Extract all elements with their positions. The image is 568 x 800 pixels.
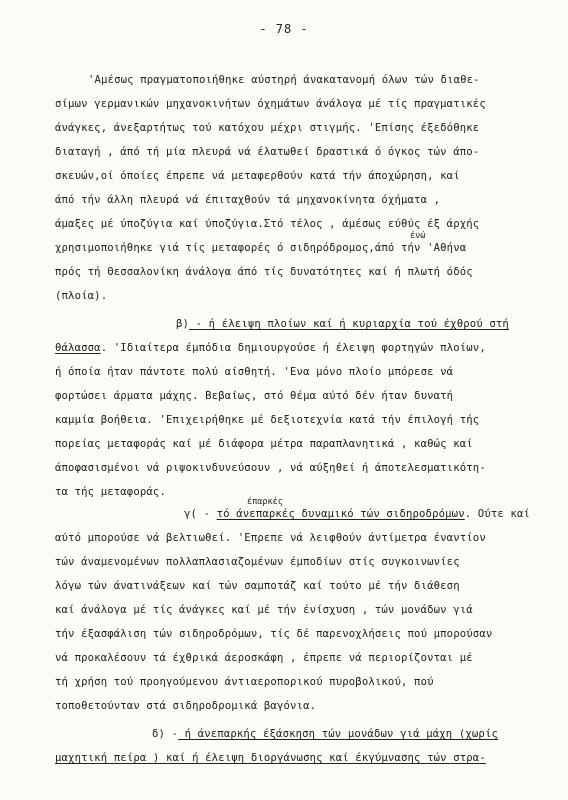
section-c-line-5: τήν έξασφάλιση τών σιδηροδρόμων, τίς δέ παρενοχλήσεις πού μπορούσαν <box>55 628 493 640</box>
section-c-line-2: τών άναμενομένων πολλαπλασιαζομένων έμποδίων στίς συγκοινωνίες <box>55 556 460 568</box>
section-b-line-5: πορείας μεταφοράς καί μέ διάφορα μέτρα παραπλανητικά , καθώς καί <box>55 438 473 450</box>
section-c-heading-rest: . Ούτε καί <box>464 508 531 520</box>
section-c-line-7: τή χρήση τού προηγούμενου άντιαεροπορικού πυροβολικού, πού <box>55 676 434 688</box>
section-c-line-1: αύτό μπορούσε νά βελτιωθεί. 'Επρεπε νά λειφθούν άντίμετρα έναντίον <box>55 532 486 544</box>
paragraph1-line-4: διαταγή , άπό τή μία πλευρά νά έλατωθεί δραστικά ό όγκος τών άπο- <box>55 146 480 158</box>
paragraph1-line-10: (πλοία). <box>55 290 108 302</box>
paragraph1-line-7: άμαξες μέ ύποζύγια καί ύποζύγια.Στό τέλος , άμέσως εύθύς έξ άρχής <box>55 218 480 230</box>
section-b-line-7: τα τής μεταφοράς. <box>55 486 166 498</box>
page-number: - 78 - <box>259 22 309 36</box>
paragraph1-line-8: χρησιμοποιήθηκε γιά τίς μεταφορές ό σιδηρόδρομος,άπό τήν 'Αθήνα <box>55 242 467 254</box>
paragraph1-line-1: 'Αμέσως πραγματοποιήθηκε αύστηρή άνακατανομή όλων τών διαθε- <box>88 74 480 86</box>
paragraph1-line-2: σίμων γερμανικών μηχανοκινήτων όχημάτων άνάλογα μέ τίς πραγματικές <box>55 98 486 110</box>
section-c-line-6: νά προκαλέσουν τά έχθρικά άεροσκάφη , έπρεπε νά περιορίζονται μέ <box>55 652 473 664</box>
section-d-heading-text: ή άνεπαρκής έξάσκηση τών μονάδων γιά μάχη (χωρίς <box>178 728 498 740</box>
section-b-line-2: ή όποία ήταν πάντοτε πολύ αίσθητή. 'Ενα μόνο πλοίο μπόρεσε νά <box>55 366 454 378</box>
section-b-line-6: άποφασισμένοι νά ριψοκινδυνεύσουν , νά αύξηθεί ή άποτελεσματικότη- <box>55 462 486 474</box>
paragraph1-line-6: άπό τήν άλλη πλευρά νά έπιταχθούν τά μηχανοκίνητα όχήματα , <box>55 194 441 206</box>
section-d-heading-cont: μαχητική πείρα ) καί ή έλειψη διοργάνωσης καί έκγύμνασης τών στρα- <box>55 752 486 764</box>
section-b-line-3: φορτώσει άρματα μάχης. Βεβαίως, στό θέμα αύτό δέν ήταν δυνατή <box>55 390 454 402</box>
section-b-line-1-rest: . 'Ιδιαίτερα έμπόδια δημιουργούσε ή έλειψη φορτηγών πλοίων, <box>100 342 486 354</box>
section-b-marker: β) <box>176 318 190 330</box>
section-b-heading <box>176 318 509 330</box>
section-c-marker: γ( - <box>184 508 211 520</box>
section-d-marker: δ) - <box>152 728 179 740</box>
section-c-heading-text: τό άνεπαρκές δυναμικό τών σιδηροδρόμων <box>216 508 465 520</box>
inserted-word: ένώ <box>410 231 426 241</box>
section-c-line-4: καί άνάλογα μέ τίς άνάγκες καί μέ τήν ένίσχυση , τών μονάδων γιά <box>55 604 473 616</box>
section-b-heading-cont: θάλασσα <box>55 342 101 354</box>
section-c-line-3: λόγω τών άνατινάξεων καί τών σαμποτάζ καί τούτο μέ τήν διάθεση <box>55 580 460 592</box>
section-c-inserted-word: έπαρκές <box>247 497 283 507</box>
section-d-heading <box>152 728 498 740</box>
paragraph1-line-5: σκευών,οί όποίες έπρεπε νά μεταφερθούν κατά τήν άποχώρηση, καί <box>55 170 460 182</box>
paragraph1-line-9: πρός τή Θεσσαλονίκη άνάλογα άπό τίς δυνατότητες καί ή πλωτή όδός <box>55 266 473 278</box>
section-c-line-8: τοποθετούνταν στά σιδηροδρομικά βαγόνια. <box>55 700 317 712</box>
section-b-line-1 <box>55 342 486 354</box>
section-b-heading-text: - ή έλειψη πλοίων καί ή κυριαρχία τού έχθρού στή <box>189 318 509 330</box>
paragraph1-line-3: άνάγκες, άνεξαρτήτως τού κατόχου μέχρι στιγμής. 'Επίσης έξεδόθηκε <box>55 122 480 134</box>
section-b-line-4: καμμία βοήθεια. 'Επιχειρήθηκε μέ δεξιοτεχνία κατά τήν έπιλογή τής <box>55 414 480 426</box>
section-c-heading <box>184 508 530 520</box>
